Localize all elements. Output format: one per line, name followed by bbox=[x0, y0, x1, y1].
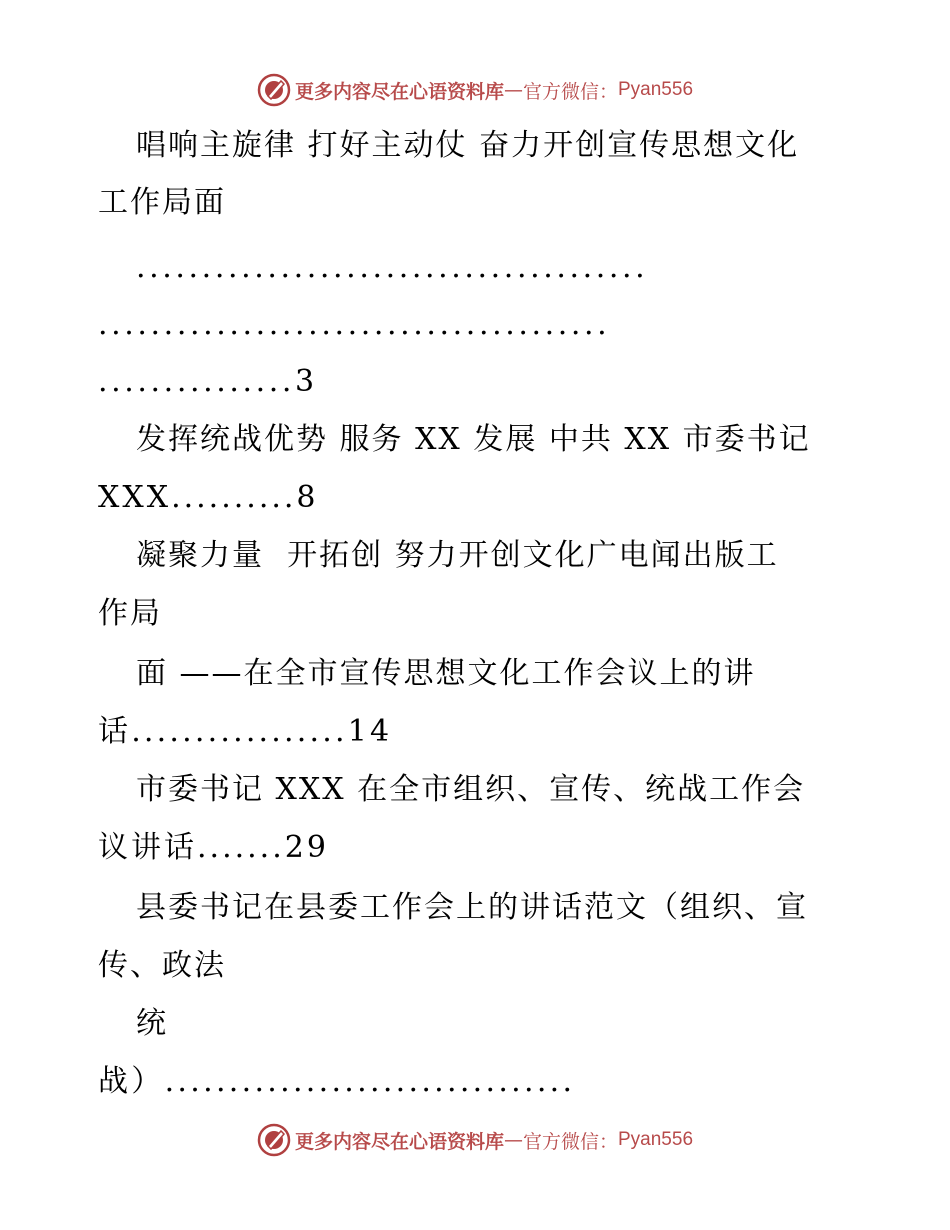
toc-dots-3: ...............3 bbox=[98, 364, 318, 399]
pen-logo-icon bbox=[257, 1123, 291, 1157]
toc-line-10: 面 ——在全市宣传思想文化工作会议上的讲 bbox=[136, 656, 756, 691]
toc-dots-1: ....................................... bbox=[136, 250, 649, 285]
toc-line-11: 话.................14 bbox=[98, 714, 393, 749]
toc-line-17: 战）................................ bbox=[98, 1064, 576, 1099]
toc-line-16: 统 bbox=[136, 1006, 168, 1041]
watermark-site: 更多内容尽在心语资料库 bbox=[294, 80, 504, 103]
toc-line-15: 传、政法 bbox=[98, 948, 226, 983]
watermark-sep: — bbox=[503, 79, 523, 101]
toc-line-2: 工作局面 bbox=[98, 185, 226, 220]
toc-line-9: 作局 bbox=[98, 596, 162, 631]
toc-line-14: 县委书记在县委工作会上的讲话范文（组织、宣 bbox=[136, 890, 808, 925]
toc-line-8: 凝聚力量 开拓创 努力开创文化广电闻出版工 bbox=[136, 538, 779, 573]
watermark-label: 官方微信： bbox=[522, 80, 618, 103]
toc-line-12: 市委书记 XXX 在全市组织、宣传、统战工作会 bbox=[136, 772, 806, 807]
watermark-id: Pyan556 bbox=[618, 79, 694, 100]
toc-line-6: 发挥统战优势 服务 XX 发展 中共 XX 市委书记 bbox=[136, 422, 811, 457]
toc-line-1: 唱响主旋律 打好主动仗 奋力开创宣传思想文化 bbox=[136, 128, 800, 163]
pen-logo-icon bbox=[257, 73, 291, 107]
header-watermark bbox=[0, 70, 950, 110]
toc-line-13: 议讲话.......29 bbox=[98, 830, 329, 865]
watermark-label: 官方微信： bbox=[522, 1130, 618, 1153]
toc-dots-2: ....................................... bbox=[98, 307, 611, 342]
toc-line-7: XXX..........8 bbox=[98, 480, 319, 515]
watermark-site: 更多内容尽在心语资料库 bbox=[294, 1130, 504, 1153]
watermark-sep: — bbox=[503, 1129, 523, 1151]
footer-watermark bbox=[0, 1120, 950, 1160]
watermark-id: Pyan556 bbox=[618, 1129, 694, 1150]
